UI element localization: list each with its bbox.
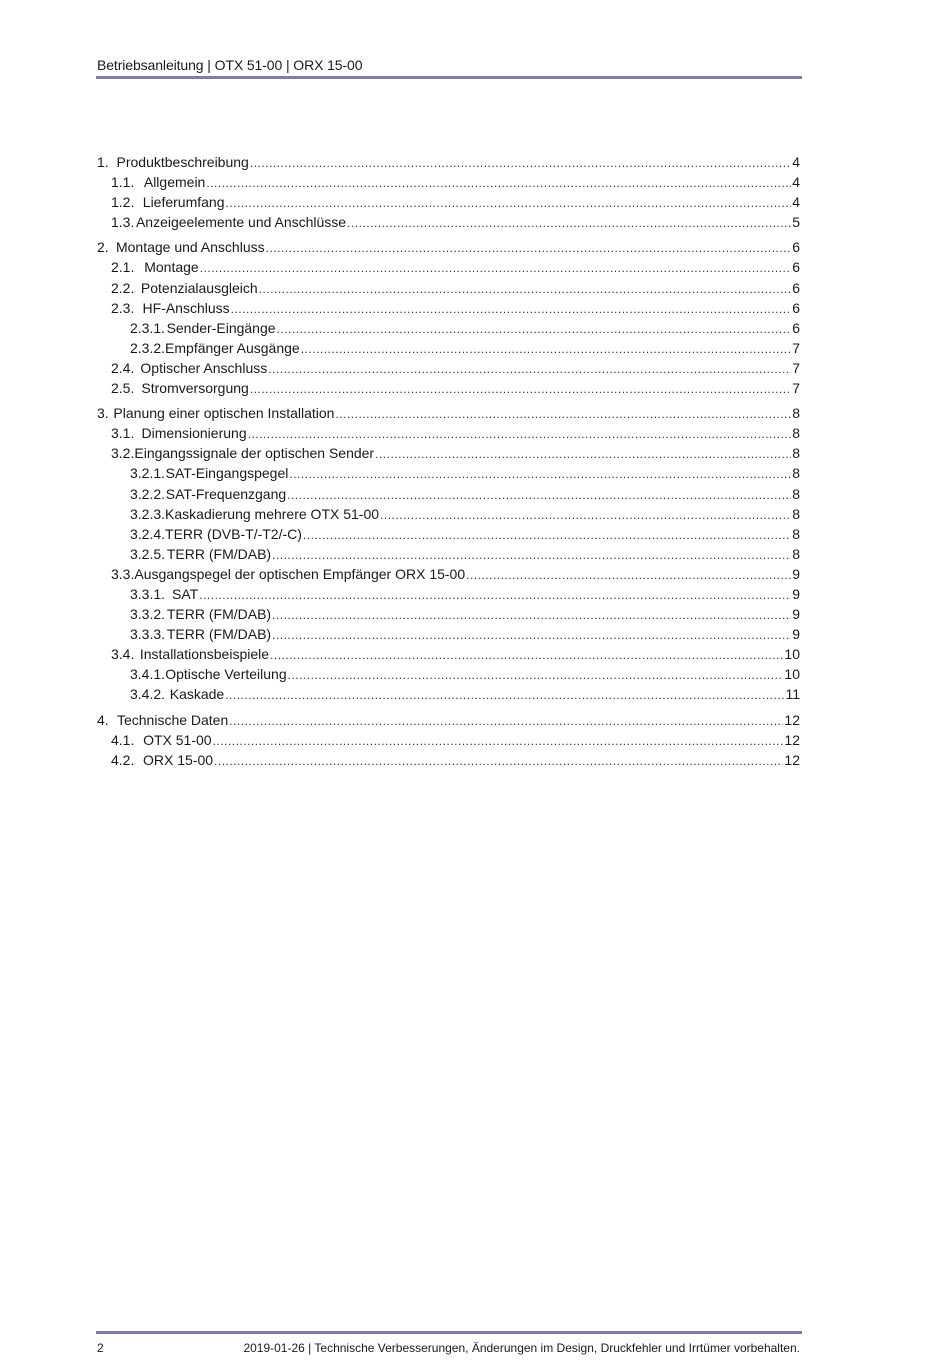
toc-leader-dots xyxy=(272,628,791,642)
toc-entry[interactable] xyxy=(97,526,800,546)
toc-entry-number: 2.3.1. xyxy=(130,319,166,336)
toc-entry-page: 6 xyxy=(792,299,800,316)
toc-entry[interactable] xyxy=(97,486,800,506)
toc-entry-number: 3.3.1. xyxy=(130,585,166,602)
toc-entry[interactable] xyxy=(97,546,800,566)
toc-entry[interactable] xyxy=(97,425,800,445)
toc-entry[interactable] xyxy=(97,752,800,772)
toc-entry-title: TERR (DVB-T/-T2/-C) xyxy=(165,525,302,542)
toc-leader-dots xyxy=(213,734,784,748)
toc-entry-title: Dimensionierung xyxy=(141,425,247,442)
toc-entry-number: 3. xyxy=(97,405,109,422)
toc-entry[interactable] xyxy=(97,465,800,485)
toc-entry-number: 1.3. xyxy=(111,214,135,231)
toc-entry-number: 3.2.3. xyxy=(130,505,166,522)
toc-entry-page: 6 xyxy=(792,279,800,296)
toc-entry-title: TERR (FM/DAB) xyxy=(166,606,272,623)
toc-leader-dots xyxy=(225,688,784,702)
footer-divider xyxy=(96,1331,802,1334)
toc-entry-page: 9 xyxy=(792,585,800,602)
toc-entry[interactable] xyxy=(97,320,800,340)
toc-entry-title: Anzeigeelemente und Anschlüsse xyxy=(135,214,347,231)
toc-entry-title: Sender-Eingänge xyxy=(166,319,276,336)
toc-entry-page: 9 xyxy=(792,626,800,643)
toc-leader-dots xyxy=(289,467,791,481)
toc-leader-dots xyxy=(347,216,791,230)
toc-entry-title: Montage xyxy=(144,259,199,276)
toc-entry-title: OTX 51-00 xyxy=(143,731,212,748)
toc-leader-dots xyxy=(335,407,791,421)
toc-leader-dots xyxy=(259,282,792,296)
toc-entry-page: 9 xyxy=(792,565,800,582)
toc-entry-page: 8 xyxy=(792,485,800,502)
toc-entry[interactable] xyxy=(97,340,800,360)
header-divider xyxy=(96,76,802,79)
toc-leader-dots xyxy=(200,261,791,275)
toc-entry-number: 3.2.4. xyxy=(130,525,166,542)
table-of-contents xyxy=(97,154,800,772)
toc-entry-number: 3.3. xyxy=(111,565,135,582)
toc-entry-page: 12 xyxy=(784,751,800,768)
toc-entry[interactable] xyxy=(97,586,800,606)
toc-entry-page: 7 xyxy=(792,339,800,356)
toc-entry-number: 2.4. xyxy=(111,359,135,376)
footer-notice: 2019-01-26 | Technische Verbesserungen, Änderungen im Design, Druckfehler und Irrtümer vorbehalten. xyxy=(243,1341,800,1355)
page-header-title: Betriebsanleitung | OTX 51-00 | ORX 15-00 xyxy=(97,57,363,73)
toc-entry-number: 2.3. xyxy=(111,299,135,316)
toc-entry-title: ORX 15-00 xyxy=(143,751,214,768)
toc-leader-dots xyxy=(229,714,783,728)
toc-entry-title: Kaskade xyxy=(169,686,225,703)
toc-entry-page: 6 xyxy=(792,239,800,256)
toc-entry-page: 8 xyxy=(792,525,800,542)
toc-entry[interactable] xyxy=(97,606,800,626)
toc-entry-title: Potenzialausgleich xyxy=(140,279,258,296)
toc-entry-page: 5 xyxy=(792,214,800,231)
toc-entry[interactable] xyxy=(97,300,800,320)
toc-entry-page: 8 xyxy=(792,425,800,442)
toc-leader-dots xyxy=(288,668,784,682)
toc-entry-title: Optischer Anschluss xyxy=(140,359,268,376)
toc-entry-number: 2.5. xyxy=(111,380,135,397)
toc-entry[interactable] xyxy=(97,380,800,400)
toc-entry-page: 10 xyxy=(784,666,800,683)
toc-entry[interactable] xyxy=(97,194,800,214)
toc-entry-page: 8 xyxy=(792,505,800,522)
toc-leader-dots xyxy=(250,156,791,170)
toc-entry-page: 11 xyxy=(785,686,800,703)
toc-entry-page: 8 xyxy=(792,405,800,422)
toc-entry-title: SAT xyxy=(172,585,199,602)
toc-leader-dots xyxy=(303,528,791,542)
toc-entry[interactable] xyxy=(97,154,800,174)
toc-entry-title: SAT-Eingangspegel xyxy=(165,465,289,482)
toc-entry[interactable] xyxy=(97,626,800,646)
toc-entry-page: 8 xyxy=(792,445,800,462)
toc-entry-number: 3.3.3. xyxy=(130,626,166,643)
toc-entry-title: Stromversorgung xyxy=(141,380,249,397)
toc-entry-page: 4 xyxy=(792,194,800,211)
toc-leader-dots xyxy=(206,176,791,190)
toc-leader-dots xyxy=(380,508,791,522)
toc-entry[interactable] xyxy=(97,214,800,234)
toc-entry-title: SAT-Frequenzgang xyxy=(165,485,287,502)
toc-entry-title: TERR (FM/DAB) xyxy=(166,626,272,643)
toc-entry[interactable] xyxy=(97,686,800,706)
toc-entry-number: 3.2. xyxy=(111,445,135,462)
toc-entry-title: Technische Daten xyxy=(116,711,229,728)
footer-page-number: 2 xyxy=(97,1341,104,1355)
toc-entry-title: Planung einer optischen Installation xyxy=(113,405,335,422)
toc-leader-dots xyxy=(250,382,791,396)
toc-entry-number: 3.4.2. xyxy=(130,686,166,703)
toc-entry[interactable] xyxy=(97,666,800,686)
toc-entry[interactable] xyxy=(97,712,800,732)
toc-entry-page: 6 xyxy=(792,319,800,336)
toc-entry-page: 7 xyxy=(792,359,800,376)
toc-entry[interactable] xyxy=(97,646,800,666)
toc-entry-page: 10 xyxy=(784,646,800,663)
toc-entry-title: Empfänger Ausgänge xyxy=(165,339,300,356)
toc-leader-dots xyxy=(287,488,791,502)
toc-entry-number: 1. xyxy=(97,154,109,170)
toc-entry-title: Ausgangspegel der optischen Empfänger ORX 15-00 xyxy=(134,565,466,582)
toc-leader-dots xyxy=(375,447,791,461)
toc-entry-title: Allgemein xyxy=(143,174,206,191)
toc-entry-page: 9 xyxy=(792,606,800,623)
toc-entry-page: 4 xyxy=(792,154,800,170)
toc-entry-title: Montage und Anschluss xyxy=(115,239,265,256)
toc-entry-page: 12 xyxy=(784,731,800,748)
toc-entry-number: 3.4.1. xyxy=(130,666,166,683)
toc-entry-number: 3.2.1. xyxy=(130,465,166,482)
toc-entry[interactable] xyxy=(97,239,800,259)
toc-entry-number: 2. xyxy=(97,239,109,256)
toc-entry-title: Lieferumfang xyxy=(142,194,225,211)
toc-entry-number: 3.2.5. xyxy=(130,545,166,562)
toc-entry-number: 4.2. xyxy=(111,751,135,768)
toc-entry-title: TERR (FM/DAB) xyxy=(166,545,272,562)
toc-entry-number: 3.3.2. xyxy=(130,606,166,623)
toc-entry[interactable] xyxy=(97,174,800,194)
toc-leader-dots xyxy=(226,196,792,210)
toc-entry[interactable] xyxy=(97,732,800,752)
toc-entry-number: 2.3.2. xyxy=(130,339,166,356)
toc-entry[interactable] xyxy=(97,445,800,465)
toc-entry[interactable] xyxy=(97,280,800,300)
toc-leader-dots xyxy=(270,648,783,662)
toc-entry[interactable] xyxy=(97,259,800,279)
toc-entry-number: 3.1. xyxy=(111,425,135,442)
toc-entry-number: 1.1. xyxy=(111,174,135,191)
toc-leader-dots xyxy=(272,548,791,562)
toc-leader-dots xyxy=(266,241,792,255)
toc-leader-dots xyxy=(214,754,783,768)
toc-entry-page: 8 xyxy=(792,545,800,562)
toc-entry-page: 6 xyxy=(792,259,800,276)
toc-leader-dots xyxy=(466,568,791,582)
toc-entry-number: 3.4. xyxy=(111,646,135,663)
toc-leader-dots xyxy=(199,588,791,602)
toc-entry-title: Eingangssignale der optischen Sender xyxy=(134,445,375,462)
toc-entry-number: 1.2. xyxy=(111,194,135,211)
toc-entry[interactable] xyxy=(97,360,800,380)
toc-leader-dots xyxy=(272,608,791,622)
toc-leader-dots xyxy=(301,342,792,356)
toc-entry-page: 7 xyxy=(792,380,800,397)
toc-entry[interactable] xyxy=(97,405,800,425)
toc-leader-dots xyxy=(248,427,792,441)
toc-entry-number: 2.2. xyxy=(111,279,135,296)
toc-entry-title: HF-Anschluss xyxy=(142,299,230,316)
toc-entry-title: Optische Verteilung xyxy=(165,666,287,683)
toc-leader-dots xyxy=(268,362,791,376)
toc-entry[interactable] xyxy=(97,566,800,586)
toc-entry-title: Produktbeschreibung xyxy=(116,154,249,170)
toc-entry-number: 4. xyxy=(97,711,109,728)
toc-leader-dots xyxy=(231,302,792,316)
toc-entry-number: 4.1. xyxy=(111,731,135,748)
toc-entry[interactable] xyxy=(97,506,800,526)
toc-entry-title: Installationsbeispiele xyxy=(139,646,270,663)
toc-entry-page: 8 xyxy=(792,465,800,482)
toc-entry-number: 3.2.2. xyxy=(130,485,166,502)
toc-entry-page: 12 xyxy=(784,711,800,728)
toc-entry-number: 2.1. xyxy=(111,259,135,276)
toc-entry-title: Kaskadierung mehrere OTX 51-00 xyxy=(165,505,380,522)
toc-entry-page: 4 xyxy=(792,174,800,191)
toc-leader-dots xyxy=(277,322,792,336)
